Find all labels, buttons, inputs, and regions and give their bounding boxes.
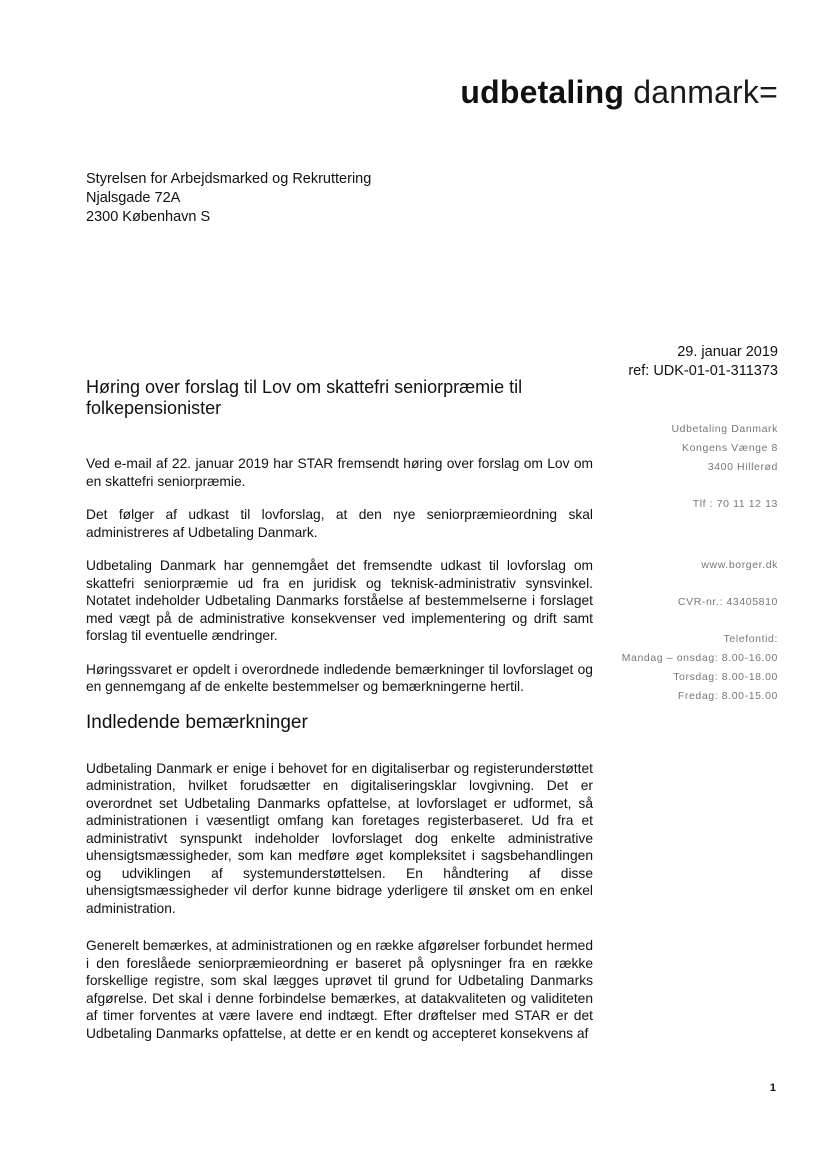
hours-mon-wed: Mandag – onsdag: 8.00-16.00 [621, 652, 778, 664]
recipient-line-2: Njalsgade 72A [86, 190, 181, 206]
sender-street: Kongens Vænge 8 [682, 442, 778, 454]
document-title: Høring over forslag til Lov om skattefri seniorpræmie til folkepensionister [86, 377, 523, 418]
sender-phone: Tlf : 70 11 12 13 [692, 498, 778, 510]
hours-thu: Torsdag: 8.00-18.00 [673, 671, 778, 683]
sender-org: Udbetaling Danmark [671, 423, 778, 435]
recipient-line-3: 2300 København S [86, 209, 211, 225]
paragraph-5: Udbetaling Danmark er enige i behovet for en digitaliserbar og registerunderstøttet administration, hvilket forudsætter en digitaliseringsklar lovgivning. Det er overordnet set Udbetaling Danmarks opfattelse, at lovforslaget er udformet, så administrationen i væsentligt omfang kan foretages registerbaseret. Ud fra et administrativt synspunkt indeholder lovforslaget dog enkelte administrative uhensigtsmæssigheder, som kan medføre øget kompleksitet i sagsbehandlingen og udviklingen af systemunderstøttelsen. En håndtering af disse uhensigtsmæssigheder vil derfor kunne bidrage yderligere til ønsket om en enkel administration. [86, 760, 593, 916]
page-number: 1 [769, 1082, 776, 1094]
letter-body [86, 455, 593, 1058]
sender-web: www.borger.dk [701, 559, 778, 571]
hours-label: Telefontid: [723, 633, 778, 645]
section-heading: Indledende bemærkninger [86, 711, 308, 733]
letter-ref: ref: UDK-01-01-311373 [628, 363, 778, 379]
logo-light-text: danmark= [633, 74, 778, 110]
sender-city: 3400 Hillerød [707, 461, 778, 473]
sender-cvr: CVR-nr.: 43405810 [677, 596, 778, 608]
recipient-address [86, 170, 371, 227]
logo [460, 74, 778, 111]
logo-bold-text: udbetaling [460, 74, 625, 110]
recipient-line-1: Styrelsen for Arbejdsmarked og Rekruttering [86, 171, 372, 187]
paragraph-4: Høringssvaret er opdelt i overordnede indledende bemærkninger til lovforslaget og en gennemgang af de enkelte bestemmelser og bemærkningerne hertil. [86, 661, 593, 694]
paragraph-3: Udbetaling Danmark har gennemgået det fremsendte udkast til lovforslag om skattefri seniorpræmie ud fra en juridisk og teknisk-administrativ synsvinkel. Notatet indeholder Udbetaling Danmarks forståelse af bestemmelserne i forslaget med vægt på de administrative konsekvenser ved implementering og drift samt forslag til eventuelle ændringer. [86, 558, 593, 643]
hours-fri: Fredag: 8.00-15.00 [677, 690, 778, 702]
paragraph-1: Ved e-mail af 22. januar 2019 har STAR fremsendt høring over forslag om Lov om en skattefri seniorpræmie. [86, 456, 593, 489]
letter-date: 29. januar 2019 [677, 344, 778, 360]
date-block [628, 343, 778, 381]
paragraph-2: Det følger af udkast til lovforslag, at den nye seniorpræmieordning skal administreres af Udbetaling Danmark. [86, 507, 593, 540]
paragraph-6: Generelt bemærkes, at administrationen og en række afgørelser forbundet hermed i den foreslåede seniorpræmieordning er baseret på oplysninger fra en række forskellige registre, som skal lægges uprøvet til grund for Udbetaling Danmarks afgørelse. Det skal i denne forbindelse bemærkes, at datakvaliteten og validiteten af timer forventes at være lavere end indtægt. Efter drøftelser med STAR er det Udbetaling Danmarks opfattelse, at dette er en kendt og accepteret konsekvens af [86, 938, 593, 1041]
